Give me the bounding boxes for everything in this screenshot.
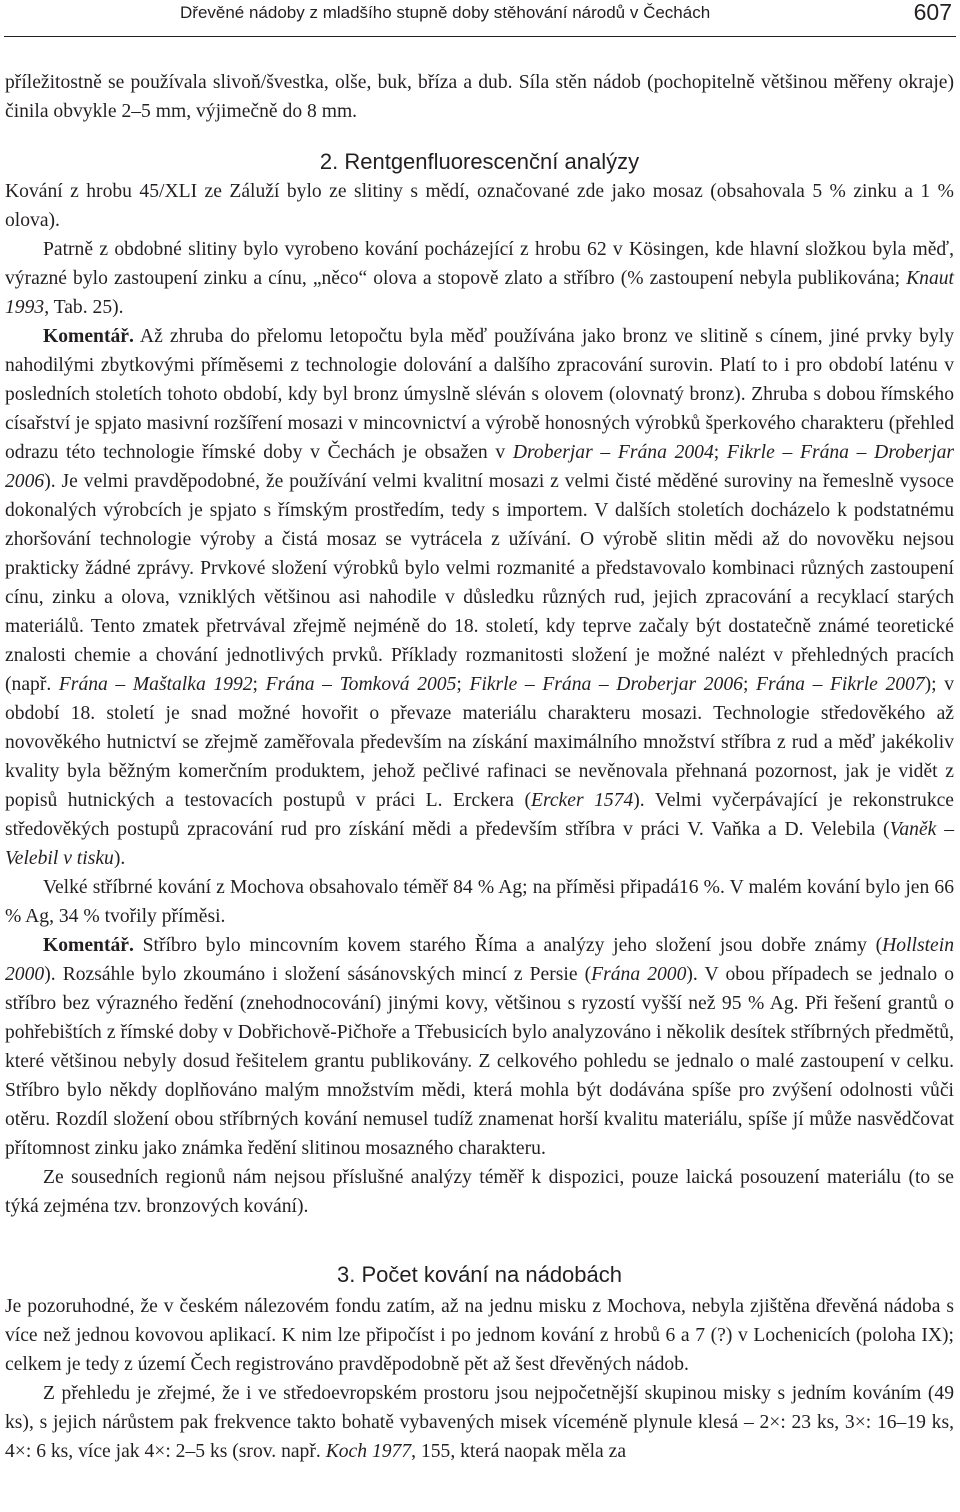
comment-paragraph-1 [5, 322, 954, 873]
citation: Frána 2000 [591, 964, 687, 985]
section2-paragraph-2 [5, 235, 954, 322]
section2-paragraph-1: Kování z hrobu 45/XLI ze Záluží bylo ze slitiny s mědí, označované zde jako mosaz (obsahovala 5 % zinku a 1 % olova). [5, 181, 954, 231]
paragraph-text: ); v období 18. století je snad možné hovořit o převaze materiálu charakteru mosazi. Technologie středověkého až novověkého hutnictví se zřejmě zaměřovala především na získání maximálního množství stříbra z rud a měď jakékoliv kvality byla běžným komerčním produktem, jehož pečlivé rafinaci se nevěnovala přehnaná pozornost, jak je vidět z popisů hutnických a testovacích postupů v práci L. Erckera ( [5, 674, 955, 811]
section-heading-2: 2. Rentgenfluorescenční analýzy [319, 149, 640, 174]
paragraph-text: ). V obou případech se jednalo o stříbro bez výrazného ředění (znehodnocování) jinými kovy, většinou s ryzostí vyšší než 95 % Ag. Při řešení grantů o pohřebištích z římské doby v Dobřichově-Pičhoře a Třebusicích bylo analyzováno i několik desítek stříbrných předmětů, které většinou nebyly dosud řešitelem grantu publikovány. Z celkového pohledu se jednalo o malé zastoupení v celku. Stříbro bylo někdy doplňováno malým množstvím mědi, která mohla být dodávána spíše pro zvýšení odolnosti vůči otěru. Rozdíl složení obou stříbrných kování nemusel tudíž znamenat horší kvalitu materiálu, spíše jí může nasvědčovat přítomnost zinku jako známka ředění slitinou mosazného charakteru. [5, 964, 954, 1159]
paragraph-text: ). Velmi vyčerpávající je rekonstrukce středověkých postupů zpracování rud pro získání mědi a především stříbra v práci V. Vaňka a D. Velebila ( [5, 790, 955, 840]
citation: Fikrle – Frána – Droberjar 2006 [5, 442, 954, 492]
paragraph-text: ). Je velmi pravděpodobné, že používání velmi kvalitní mosazi z velmi čisté měděné suroviny na řemeslně vysoce dokonalých výrobcích je spjato s římským prostředím, tedy s importem. V dalších stoletích docházelo k podstatnému zhoršování technologie výroby a čistá mosaz se vytrácela z užívání. O výrobě slitin mědi až do novověku nejsou prakticky žádné zprávy. Prvkové složení výrobků bylo velmi rozmanité a představovalo kombinaci různých zastoupení cínu, zinku a olova, vzniklých většinou asi nahodile v důsledku různých rud, jejich zpracování a recyklací starých materiálů. Tento zmatek přetrvával zřejmě nejméně do 18. století, kdy teprve začaly být dostatečně známé teoretické znalosti chemie a chování jednotlivých prvků. Příklady rozmanitosti složení je možné nalézt v přehledných pracích (např. [5, 471, 954, 695]
citation: Knaut 1993 [5, 268, 954, 318]
comment-label: Komentář. [43, 326, 134, 347]
paragraph-text: Z přehledu je zřejmé, že i ve středoevropském prostoru jsou nejpočetnější skupinou misky s jedním kováním (49 ks), s jejich nárůstem pak frekvence takto bohatě vybavených misek víceméně plynule klesá – 2×: 23 ks, 3×: 16–19 ks, 4×: 6 ks, více jak 4×: 2–5 ks (srov. např. [5, 1383, 954, 1462]
section3-paragraph-2 [5, 1379, 954, 1466]
section2-paragraph-4: Ze sousedních regionů nám nejsou příslušné analýzy téměř k dispozici, pouze laická posouzení materiálu (to se týká zejména tzv. bronzových kování). [5, 1167, 954, 1217]
article-body [5, 68, 954, 1466]
paragraph-text: Patrně z obdobné slitiny bylo vyrobeno kování pocházející z hrobu 62 v Kösingen, kde hlavní složkou byla měď, výrazné bylo zastoupení zinku a cínu, „něco“ olova a stopově zlato a stříbro (% zastoupení nebyla publikována; [5, 239, 954, 289]
citation: Ercker 1574 [530, 790, 634, 811]
section-heading-3: 3. Počet kování na nádobách [337, 1262, 622, 1287]
paragraph-text: ; [252, 674, 266, 695]
paragraph-text: ; [742, 674, 756, 695]
comment-paragraph-2 [5, 931, 954, 1163]
paragraph-text: Až zhruba do přelomu letopočtu byla měď používána jako bronz ve slitině s cínem, jiné prvky byly nahodilými zbytkovými příměsemi z technologie dolování a dalšího zpracování surovin. Platí to i pro období laténu v posledních stoletích tohoto období, kdy byl bronz úmyslně sléván s olovem (olovnatý bronz). Zhruba s dobou římského císařství je spjato masivní rozšíření mosazi v mincovnictví a výrobě honosných výrobků šperkového charakteru (přehled odrazu této technologie římské doby v Čechách je obsažen v [5, 326, 954, 463]
citation: Droberjar – Frána 2004 [512, 442, 714, 463]
citation: Vaněk – Velebil v tisku [5, 819, 954, 869]
citation: Frána – Tomková 2005 [265, 674, 457, 695]
citation: Frána – Maštalka 1992 [58, 674, 253, 695]
section2-paragraph-3: Velké stříbrné kování z Mochova obsahovalo téměř 84 % Ag; na příměsi připadá16 %. V malém kování bylo jen 66 % Ag, 34 % tvořily příměsi. [5, 877, 954, 927]
header-rule [4, 36, 956, 37]
citation: Hollstein 2000 [5, 935, 954, 985]
citation: Frána – Fikrle 2007 [755, 674, 925, 695]
page-number: 607 [913, 0, 952, 25]
paragraph-text: ; [713, 442, 727, 463]
citation: Fikrle – Frána – Droberjar 2006 [469, 674, 743, 695]
paragraph-text: ). [113, 848, 126, 869]
running-title: Dřevěné nádoby z mladšího stupně doby stěhování národů v Čechách [180, 3, 711, 22]
citation: Koch 1977 [325, 1441, 412, 1462]
paragraph-text: ; [456, 674, 470, 695]
section3-paragraph-1: Je pozoruhodné, že v českém nálezovém fondu zatím, až na jednu misku z Mochova, nebyla zjištěna dřevěná nádoba s více než jednou kovovou aplikací. K nim lze připočíst i po jednom kování z hrobů 6 a 7 (?) v Lochenicích (poloha IX); celkem je tedy z území Čech registrováno pravděpodobně pět až šest dřevěných nádob. [5, 1296, 954, 1375]
paragraph-text: Stříbro bylo mincovním kovem starého Říma a analýzy jeho složení jsou dobře známy ( [133, 935, 883, 956]
intro-paragraph: příležitostně se používala slivoň/švestka, olše, buk, bříza a dub. Síla stěn nádob (pochopitelně většinou měřeny okraje) činila obvykle 2–5 mm, výjimečně do 8 mm. [5, 72, 954, 122]
paragraph-text: , Tab. 25). [44, 297, 124, 318]
running-header [4, 0, 956, 30]
comment-label: Komentář. [43, 935, 134, 956]
paragraph-text: , 155, která naopak měla za [411, 1441, 627, 1462]
paragraph-text: ). Rozsáhle bylo zkoumáno i složení sásánovských mincí z Persie ( [44, 964, 592, 985]
